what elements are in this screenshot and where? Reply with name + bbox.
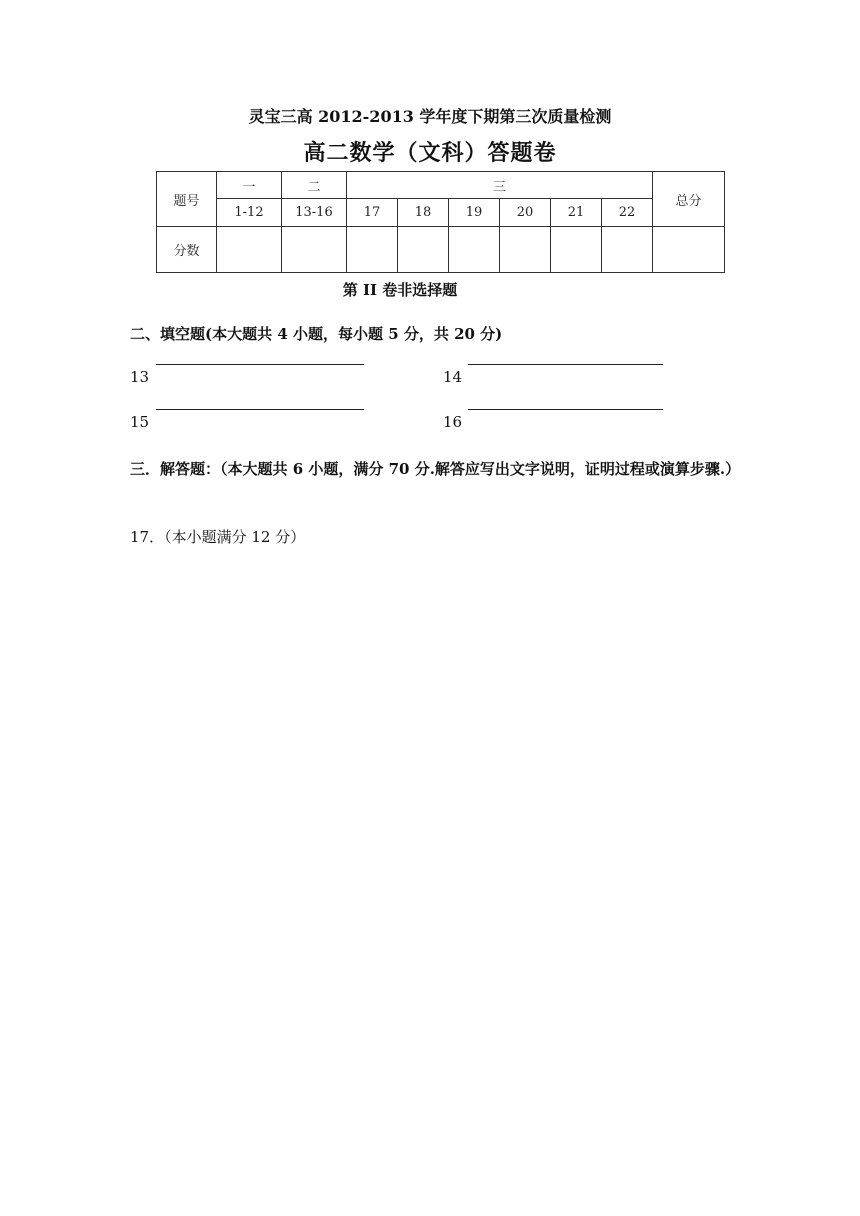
score-cell[interactable] — [653, 227, 725, 273]
total-label: 总分 — [653, 172, 725, 227]
question-label: 18 — [398, 199, 449, 227]
score-cell[interactable] — [217, 227, 282, 273]
group-label: 二 — [282, 172, 347, 199]
question-label: 13-16 — [282, 199, 347, 227]
answer-blank-line[interactable] — [468, 409, 663, 410]
score-cell[interactable] — [551, 227, 602, 273]
score-row-label: 分数 — [157, 227, 217, 273]
fill-blank-heading: 二、填空题(本大题共 4 小题，每小题 5 分，共 20 分) — [130, 325, 503, 343]
answer-section-heading: 三．解答题：（本大题共 6 小题，满分 70 分.解答应写出文字说明，证明过程或演算步骤.） — [130, 460, 741, 478]
exam-title: 高二数学（文科）答题卷 — [303, 140, 557, 166]
question-label: 20 — [500, 199, 551, 227]
question-label: 22 — [602, 199, 653, 227]
answer-blank-line[interactable] — [156, 409, 364, 410]
group-label: 一 — [217, 172, 282, 199]
score-cell[interactable] — [602, 227, 653, 273]
blank-number: 15 — [130, 413, 150, 431]
group-label: 三 — [347, 172, 653, 199]
answer-blank-line[interactable] — [156, 364, 364, 365]
section-caption: 第 II 卷非选择题 — [342, 281, 458, 299]
answer-blank-line[interactable] — [468, 364, 663, 365]
question-17-label: 17．（本小题满分 12 分） — [130, 528, 306, 546]
row-header-label: 题号 — [157, 172, 217, 227]
question-label: 1-12 — [217, 199, 282, 227]
score-cell[interactable] — [398, 227, 449, 273]
question-label: 17 — [347, 199, 398, 227]
score-cell[interactable] — [347, 227, 398, 273]
blank-number: 13 — [130, 368, 150, 386]
score-cell[interactable] — [282, 227, 347, 273]
score-cell[interactable] — [449, 227, 500, 273]
blank-number: 16 — [443, 413, 463, 431]
score-table — [156, 171, 725, 273]
score-cell[interactable] — [500, 227, 551, 273]
question-label: 19 — [449, 199, 500, 227]
blank-number: 14 — [443, 368, 463, 386]
question-label: 21 — [551, 199, 602, 227]
exam-subtitle: 灵宝三高 2012-2013 学年度下期第三次质量检测 — [248, 107, 612, 126]
